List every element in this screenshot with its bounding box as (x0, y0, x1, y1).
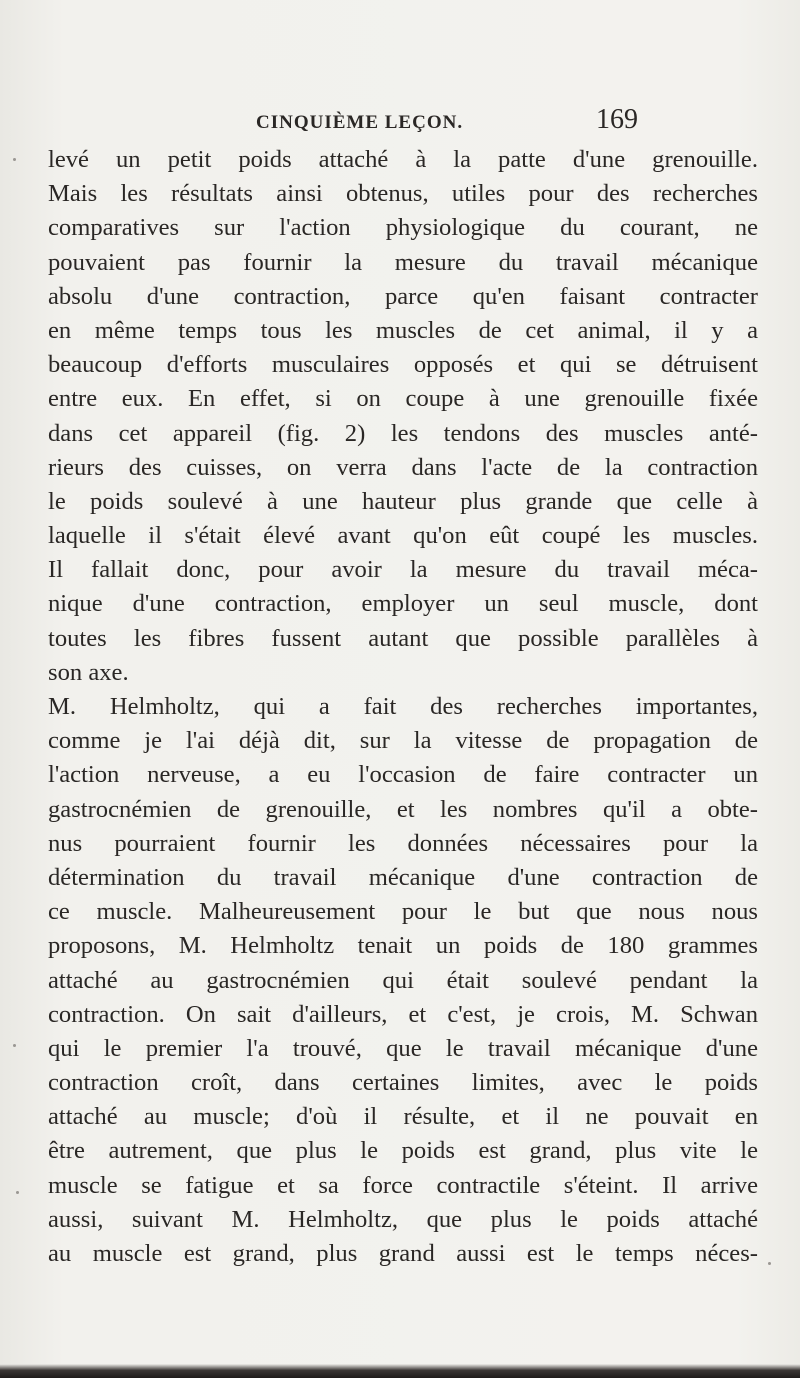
text-line: l'action nerveuse, a eu l'occasion de faire contracter un (48, 761, 758, 789)
text-line: absolu d'une contraction, parce qu'en faisant contracter (48, 282, 758, 310)
body-text (48, 143, 758, 1271)
text-line: entre eux. En effet, si on coupe à une grenouille fixée (48, 385, 758, 413)
text-line: comparatives sur l'action physiologique du courant, ne (48, 214, 758, 242)
text-line: gastrocnémien de grenouille, et les nombres qu'il a obte- (48, 795, 758, 823)
text-line: laquelle il s'était élevé avant qu'on eût coupé les muscles. (48, 522, 758, 550)
text-line: muscle se fatigue et sa force contractile s'éteint. Il arrive (48, 1171, 758, 1199)
paper-speck (16, 1191, 19, 1194)
text-line: nus pourraient fournir les données nécessaires pour la (48, 829, 758, 857)
paper-speck (13, 158, 16, 161)
text-line: contraction. On sait d'ailleurs, et c'est, je crois, M. Schwan (48, 1000, 758, 1028)
running-title: CINQUIÈME LEÇON. (256, 112, 464, 133)
text-line: toutes les fibres fussent autant que possible parallèles à (48, 624, 758, 652)
text-line: comme je l'ai déjà dit, sur la vitesse de propagation de (48, 727, 758, 755)
text-line: ce muscle. Malheureusement pour le but que nous nous (48, 898, 758, 926)
text-line: détermination du travail mécanique d'une contraction de (48, 863, 758, 891)
page-number: 169 (596, 104, 638, 135)
text-line: qui le premier l'a trouvé, que le travail mécanique d'une (48, 1034, 758, 1062)
text-line: être autrement, que plus le poids est grand, plus vite le (48, 1137, 758, 1165)
text-line: le poids soulevé à une hauteur plus grande que celle à (48, 487, 758, 515)
text-line: dans cet appareil (fig. 2) les tendons des muscles anté- (48, 419, 758, 447)
text-line: nique d'une contraction, employer un seul muscle, dont (48, 590, 758, 618)
text-line: Il fallait donc, pour avoir la mesure du travail méca- (48, 556, 758, 584)
page-bottom-edge (0, 1364, 800, 1378)
text-line: attaché au gastrocnémien qui était soulevé pendant la (48, 966, 758, 994)
text-line: aussi, suivant M. Helmholtz, que plus le poids attaché (48, 1205, 758, 1233)
text-line: en même temps tous les muscles de cet animal, il y a (48, 316, 758, 344)
text-line: levé un petit poids attaché à la patte d'une grenouille. (48, 146, 758, 173)
text-line: proposons, M. Helmholtz tenait un poids de 180 grammes (48, 932, 758, 960)
running-head (256, 102, 656, 142)
paper-speck (768, 1262, 771, 1265)
text-line: au muscle est grand, plus grand aussi est le temps néces- (48, 1240, 758, 1267)
text-line: rieurs des cuisses, on verra dans l'acte de la contraction (48, 453, 758, 481)
paper-speck (13, 1044, 16, 1047)
text-line: Mais les résultats ainsi obtenus, utiles pour des recherches (48, 180, 758, 208)
text-line: son axe. (48, 658, 129, 686)
text-line: contraction croît, dans certaines limites, avec le poids (48, 1069, 758, 1097)
text-line: beaucoup d'efforts musculaires opposés et qui se détruisent (48, 351, 758, 379)
text-line: M. Helmholtz, qui a fait des recherches importantes, (48, 693, 758, 720)
text-line: pouvaient pas fournir la mesure du travail mécanique (48, 248, 758, 276)
text-line: attaché au muscle; d'où il résulte, et il ne pouvait en (48, 1103, 758, 1131)
